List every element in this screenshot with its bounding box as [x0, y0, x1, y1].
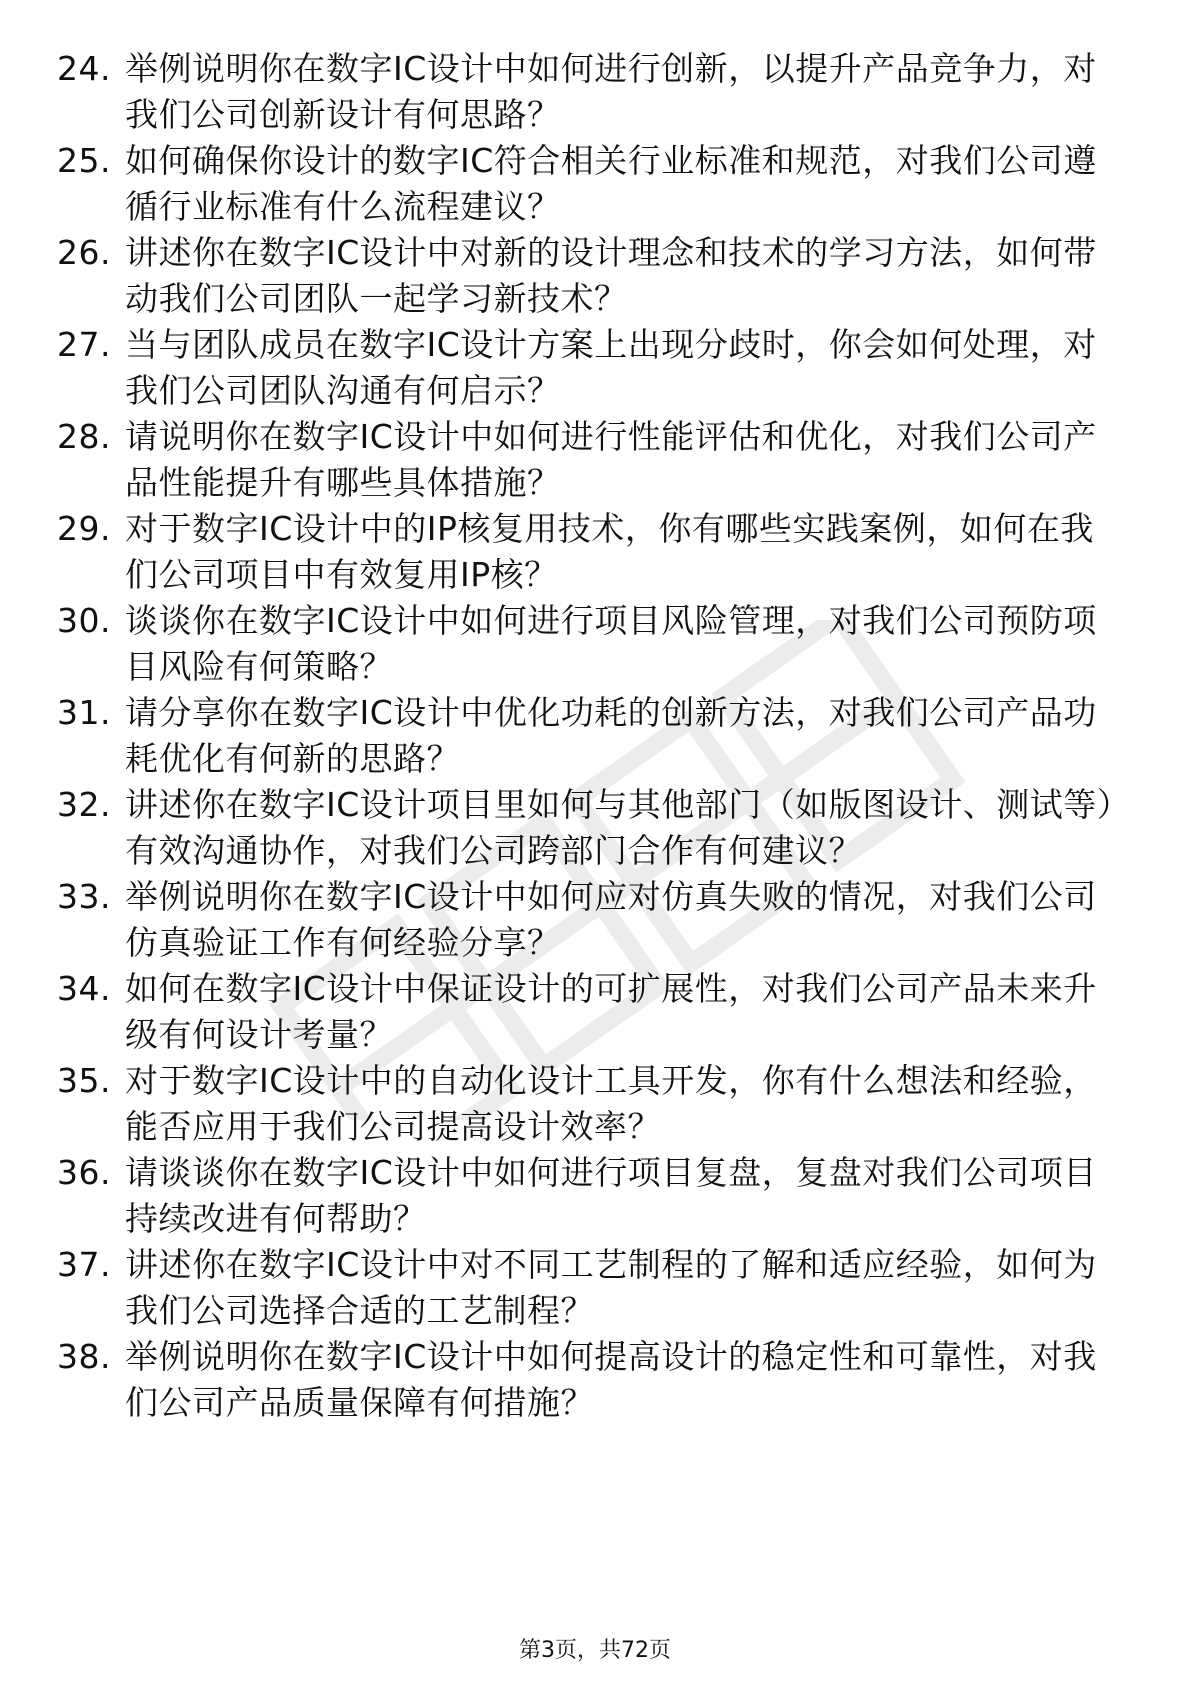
question-item — [57, 322, 1117, 414]
question-item — [57, 46, 1117, 138]
question-item — [57, 506, 1117, 598]
question-text: 请谈谈你在数字IC设计中如何进行项目复盘，复盘对我们公司项目持续改进有何帮助？ — [125, 1153, 1097, 1238]
question-number: 32. — [57, 785, 111, 824]
question-item — [57, 1334, 1117, 1426]
question-item — [57, 598, 1117, 690]
question-item — [57, 414, 1117, 506]
question-number: 27. — [57, 325, 111, 364]
question-number: 36. — [57, 1153, 111, 1192]
question-number: 31. — [57, 693, 111, 732]
question-item — [57, 690, 1117, 782]
question-text: 如何确保你设计的数字IC符合相关行业标准和规范，对我们公司遵循行业标准有什么流程建议？ — [125, 141, 1097, 226]
question-text: 当与团队成员在数字IC设计方案上出现分歧时，你会如何处理，对我们公司团队沟通有何启示？ — [125, 325, 1097, 410]
question-text: 举例说明你在数字IC设计中如何进行创新，以提升产品竞争力，对我们公司创新设计有何思路？ — [125, 49, 1097, 134]
question-number: 38. — [57, 1337, 111, 1376]
question-number: 28. — [57, 417, 111, 456]
question-text: 对于数字IC设计中的IP核复用技术，你有哪些实践案例，如何在我们公司项目中有效复用IP核？ — [125, 509, 1094, 594]
page-number: 第3页，共72页 — [519, 1638, 671, 1663]
question-text: 对于数字IC设计中的自动化设计工具开发，你有什么想法和经验，能否应用于我们公司提高设计效率？ — [125, 1061, 1097, 1146]
question-text: 谈谈你在数字IC设计中如何进行项目风险管理，对我们公司预防项目风险有何策略？ — [125, 601, 1097, 686]
question-list — [57, 46, 1117, 1426]
question-number: 25. — [57, 141, 111, 180]
question-item — [57, 1058, 1117, 1150]
question-item — [57, 138, 1117, 230]
question-item — [57, 874, 1117, 966]
question-number: 29. — [57, 509, 111, 548]
question-item — [57, 1150, 1117, 1242]
question-item — [57, 1242, 1117, 1334]
question-item — [57, 230, 1117, 322]
question-text: 请说明你在数字IC设计中如何进行性能评估和优化，对我们公司产品性能提升有哪些具体措施？ — [125, 417, 1097, 502]
question-number: 35. — [57, 1061, 111, 1100]
question-item — [57, 782, 1117, 874]
question-text: 讲述你在数字IC设计中对新的设计理念和技术的学习方法，如何带动我们公司团队一起学习新技术？ — [125, 233, 1097, 318]
question-number: 34. — [57, 969, 111, 1008]
question-text: 举例说明你在数字IC设计中如何应对仿真失败的情况，对我们公司仿真验证工作有何经验分享？ — [125, 877, 1097, 962]
question-number: 24. — [57, 49, 111, 88]
question-number: 33. — [57, 877, 111, 916]
question-number: 37. — [57, 1245, 111, 1284]
question-text: 如何在数字IC设计中保证设计的可扩展性，对我们公司产品未来升级有何设计考量？ — [125, 969, 1097, 1054]
question-text: 讲述你在数字IC设计项目里如何与其他部门（如版图设计、测试等）有效沟通协作，对我们公司跨部门合作有何建议？ — [125, 785, 1114, 870]
question-text: 请分享你在数字IC设计中优化功耗的创新方法，对我们公司产品功耗优化有何新的思路？ — [125, 693, 1097, 778]
question-number: 26. — [57, 233, 111, 272]
question-item — [57, 966, 1117, 1058]
question-number: 30. — [57, 601, 111, 640]
question-text: 举例说明你在数字IC设计中如何提高设计的稳定性和可靠性，对我们公司产品质量保障有何措施？ — [125, 1337, 1097, 1422]
question-text: 讲述你在数字IC设计中对不同工艺制程的了解和适应经验，如何为我们公司选择合适的工艺制程？ — [125, 1245, 1097, 1330]
